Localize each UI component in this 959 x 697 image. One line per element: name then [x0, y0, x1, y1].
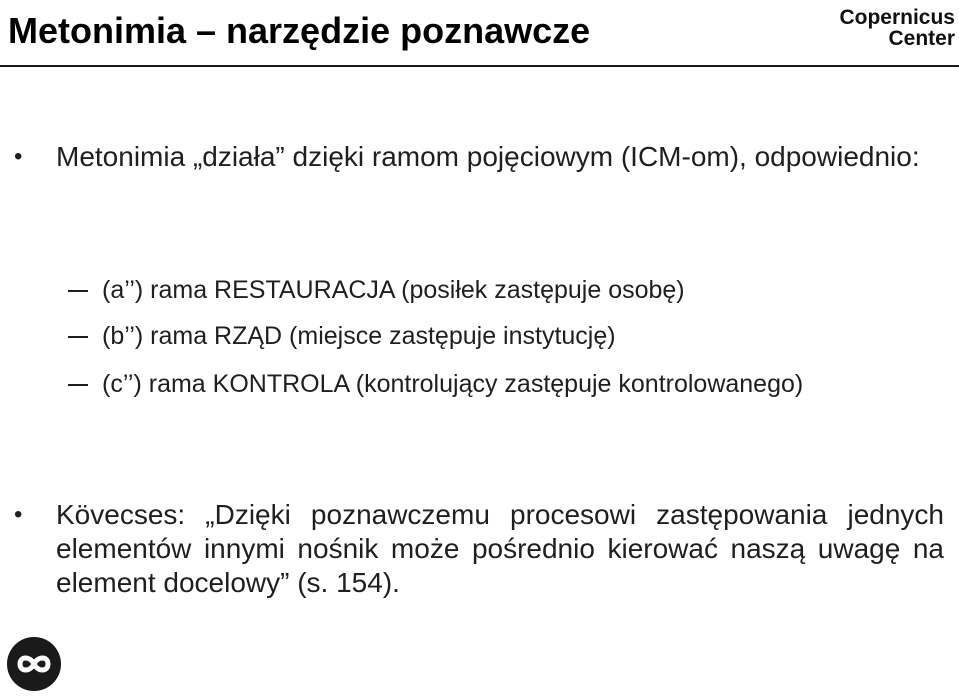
- title-divider: [0, 65, 959, 67]
- copernicus-center-logo: [839, 7, 955, 49]
- bullet-item-kovecses: [14, 498, 944, 600]
- sub-item-government: [68, 320, 868, 353]
- slide-title: Metonimia – narzędzie poznawcze: [8, 10, 591, 51]
- dash-icon: [68, 384, 88, 386]
- bullet-text: Metonimia „działa” dzięki ramom pojęciowym (ICM-om), odpowiednio:: [56, 141, 920, 172]
- logo-line-1: Copernicus: [839, 6, 955, 29]
- sub-item-text: (c’’) rama KONTROLA (kontrolujący zastępuje kontrolowanego): [102, 370, 804, 398]
- logo-line-2: Center: [888, 27, 955, 50]
- bullet-item-metonymy: [14, 140, 944, 174]
- bullet-icon: •: [14, 143, 23, 170]
- sub-item-text: (a’’) rama RESTAURACJA (posiłek zastępuje osobę): [102, 276, 685, 304]
- sub-item-control: [68, 368, 868, 401]
- dash-icon: [68, 290, 88, 292]
- bullet-icon: •: [14, 501, 23, 528]
- bullet-text: Kövecses: „Dzięki poznawczemu procesowi zastępowania jednych elementów innymi nośnik może pośrednio kierować naszą uwagę na element docelowy” (s. 154).: [56, 499, 944, 598]
- dash-icon: [68, 336, 88, 338]
- sub-item-restaurant: [68, 274, 868, 307]
- infinity-circle-icon: [6, 636, 62, 692]
- sub-item-text: (b’’) rama RZĄD (miejsce zastępuje instytucję): [102, 322, 616, 350]
